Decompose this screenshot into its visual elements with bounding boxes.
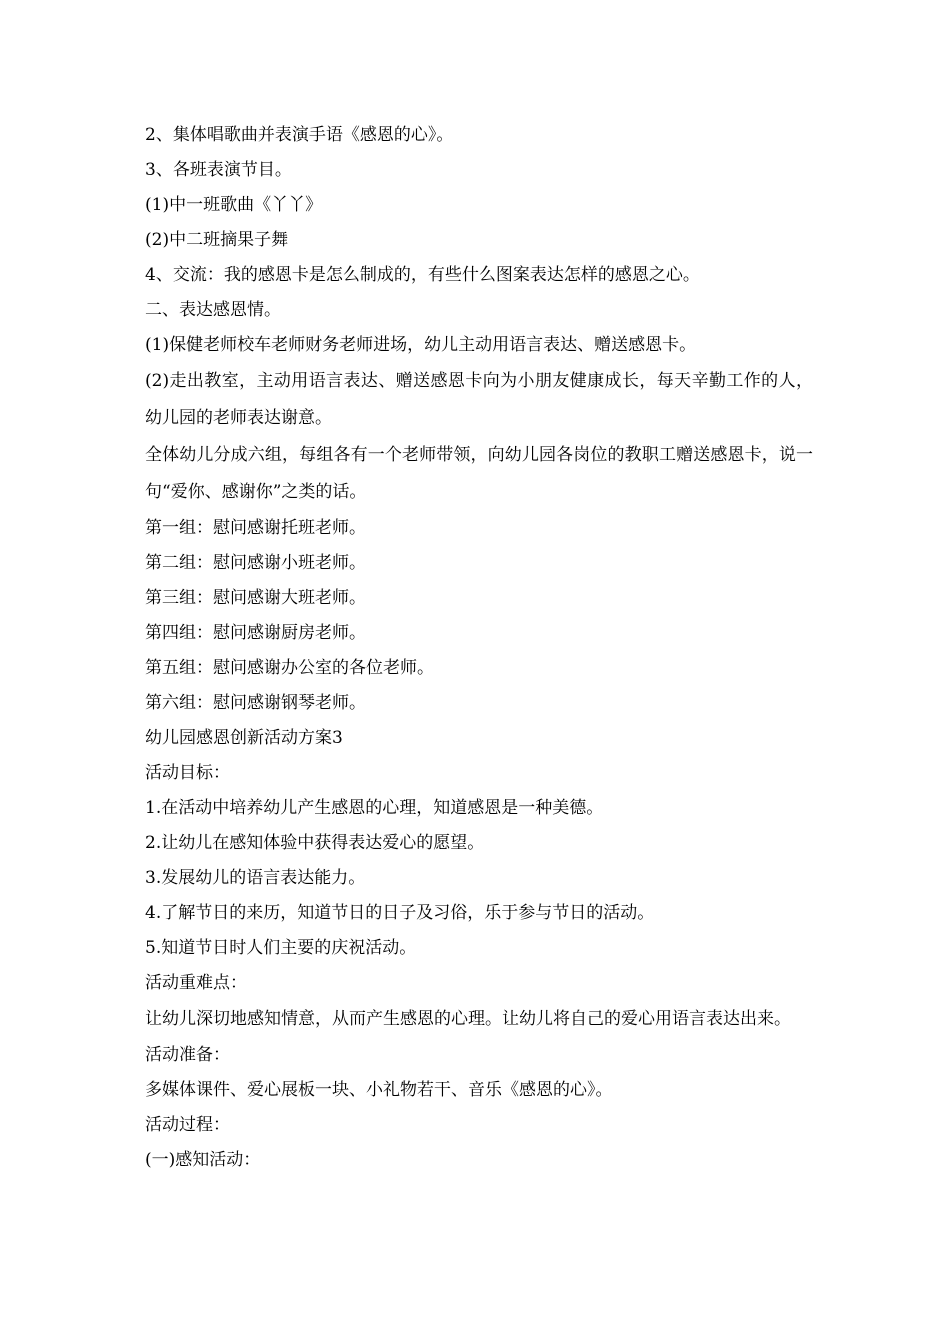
- paragraph-express-2: (2)走出教室，主动用语言表达、赠送感恩卡向为小朋友健康成长，每天辛勤工作的人，幼儿园的老师表达谢意。: [145, 371, 813, 428]
- goal-item-4: 4.了解节日的来历，知道节日的日子及习俗，乐于参与节日的活动。: [145, 903, 655, 923]
- goal-item-1: 1.在活动中培养幼儿产生感恩的心理，知道感恩是一种美德。: [145, 798, 604, 818]
- paragraph-step-3: 3、各班表演节目。: [145, 160, 292, 180]
- paragraph-class-2: (2)中二班摘果子舞: [145, 230, 289, 250]
- paragraph-express-1: (1)保健老师校车老师财务老师进场，幼儿主动用语言表达、赠送感恩卡。: [145, 335, 697, 355]
- section-title-plan-3: 幼儿园感恩创新活动方案3: [145, 728, 343, 748]
- section-heading-express: 二、表达感恩情。: [145, 300, 281, 320]
- goal-item-5: 5.知道节日时人们主要的庆祝活动。: [145, 938, 417, 958]
- heading-perception-activity: (一)感知活动：: [145, 1150, 261, 1170]
- paragraph-preparation: 多媒体课件、爱心展板一块、小礼物若干、音乐《感恩的心》。: [145, 1080, 613, 1100]
- paragraph-group-4: 第四组：慰问感谢厨房老师。: [145, 623, 366, 643]
- heading-preparation: 活动准备：: [145, 1045, 230, 1065]
- heading-process: 活动过程：: [145, 1115, 230, 1135]
- paragraph-group-3: 第三组：慰问感谢大班老师。: [145, 588, 366, 608]
- document-body: [145, 118, 813, 1178]
- paragraph-group-1: 第一组：慰问感谢托班老师。: [145, 518, 366, 538]
- heading-goals: 活动目标：: [145, 763, 230, 783]
- paragraph-class-1: (1)中一班歌曲《丫丫》: [145, 195, 323, 215]
- paragraph-group-5: 第五组：慰问感谢办公室的各位老师。: [145, 658, 434, 678]
- paragraph-groups-intro: 全体幼儿分成六组，每组各有一个老师带领，向幼儿园各岗位的教职工赠送感恩卡，说一句“爱你、感谢你”之类的话。: [145, 445, 813, 502]
- heading-key-points: 活动重难点：: [145, 973, 247, 993]
- paragraph-key-points: 让幼儿深切地感知情意，从而产生感恩的心理。让幼儿将自己的爱心用语言表达出来。: [145, 1009, 791, 1029]
- paragraph-group-6: 第六组：慰问感谢钢琴老师。: [145, 693, 366, 713]
- paragraph-group-2: 第二组：慰问感谢小班老师。: [145, 553, 366, 573]
- goal-item-3: 3.发展幼儿的语言表达能力。: [145, 868, 366, 888]
- paragraph-step-4: 4、交流：我的感恩卡是怎么制成的，有些什么图案表达怎样的感恩之心。: [145, 265, 700, 285]
- paragraph-step-2: 2、集体唱歌曲并表演手语《感恩的心》。: [145, 125, 454, 145]
- goal-item-2: 2.让幼儿在感知体验中获得表达爱心的愿望。: [145, 833, 485, 853]
